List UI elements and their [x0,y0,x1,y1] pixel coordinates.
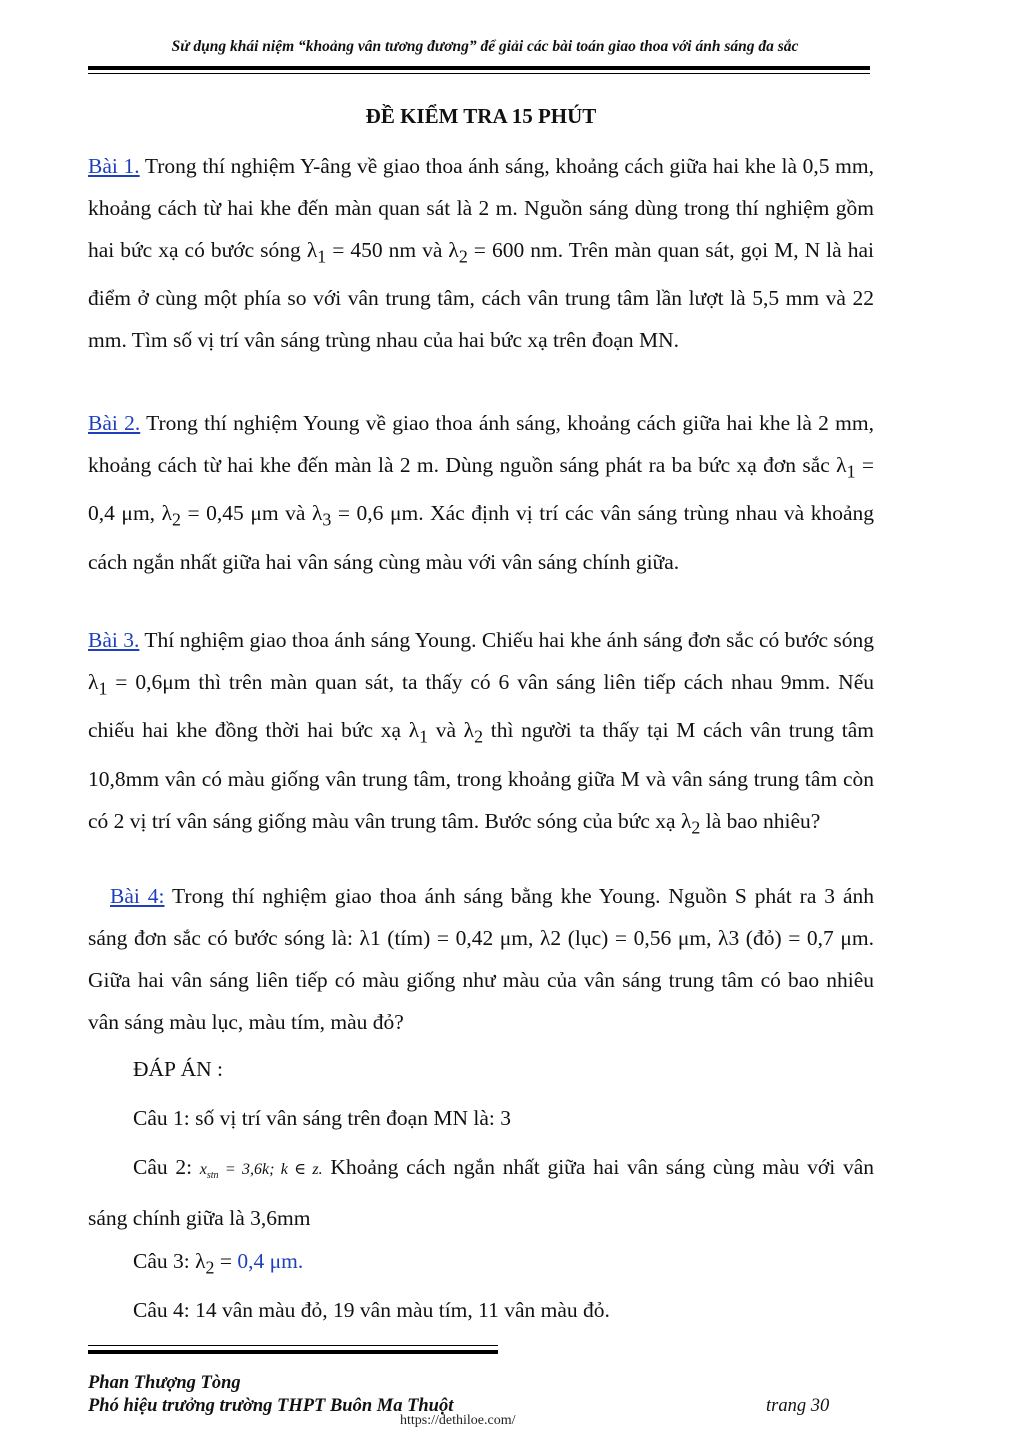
answers-heading: ĐÁP ÁN : [133,1057,223,1081]
page-number: trang 30 [766,1396,830,1416]
answer-3-value: 0,4 μm. [237,1249,304,1273]
header-rule-thin [88,73,870,74]
footer-url-link[interactable]: https://dethiloe.com/ [400,1413,516,1428]
problem-2-label-link[interactable]: Bài 2. [88,411,141,435]
problem-1: Bài 1. Trong thí nghiệm Y-âng về giao thoa ánh sáng, khoảng cách giữa hai khe là 0,5 mm, khoảng cách từ hai khe đến màn quan sát là 2 m. Nguồn sáng dùng trong thí nghiệm gồm hai bức xạ có bước sóng $\lambda_1 = 450$ nm và $\lambda_2 = 600$ nm. Trên màn quan sát, gọi M, N là hai điểm ở cùng một phía so với vân trung tâm, cách vân trung tâm lần lượt là 5,5 mm và 22 mm. Tìm số vị trí vân sáng trùng nhau của hai bức xạ trên đoạn MN. [88,154,875,353]
footer-author: Phan Thượng Tòng [88,1373,241,1393]
problem-1-label-link[interactable]: Bài 1. [88,154,140,178]
problem-4: Bài 4: Trong thí nghiệm giao thoa ánh sáng bằng khe Young. Nguồn S phát ra 3 ánh sáng đơn sắc có bước sóng là: λ1 (tím) = 0,42 μm, λ2 (lục) = 0,56 μm, λ3 (đỏ) = 0,7 μm. Giữa hai vân sáng liên tiếp có màu giống như màu của vân sáng trung tâm có bao nhiêu vân sáng màu lục, màu tím, màu đỏ? [88,884,874,1034]
footer-rule [88,1350,498,1354]
answer-1: Câu 1: số vị trí vân sáng trên đoạn MN là: 3 [133,1106,511,1130]
document-title: ĐỀ KIỂM TRA 15 PHÚT [365,104,597,128]
answer-2: Câu 2: $x_{stn} = 3,6k$; k ∈ z. Khoảng cách ngắn nhất giữa hai vân sáng cùng màu với vân sáng chính giữa là 3,6mm [88,1155,874,1231]
running-header-title: Sử dụng khái niệm “khoảng vân tương đương” để giải các bài toán giao thoa với ánh sáng đa sắc [171,38,799,55]
answer-3: Câu 3: $\lambda_2 = 0,4$ μm. [133,1249,304,1278]
problem-3: Bài 3. Thí nghiệm giao thoa ánh sáng Young. Chiếu hai khe ánh sáng đơn sắc có bước sóng $\lambda_1 = 0,6\mu m$ thì trên màn quan sát, ta thấy có 6 vân sáng liên tiếp cách nhau 9mm. Nếu chiếu hai khe đồng thời hai bức xạ $\lambda_1$ và $\lambda_2$ thì người ta thấy tại M cách vân trung tâm 10,8mm vân có màu giống vân trung tâm, trong khoảng giữa M và vân sáng trung tâm còn có 2 vị trí vân sáng giống màu vân trung tâm. Bước sóng của bức xạ $\lambda_2$ là bao nhiêu? [88,628,874,837]
problem-4-label-link[interactable]: Bài 4: [110,884,165,908]
footer-role: Phó hiệu trưởng trường THPT Buôn Ma Thuột [88,1396,454,1416]
answer-4: Câu 4: 14 vân màu đỏ, 19 vân màu tím, 11 vân màu đỏ. [133,1298,610,1322]
problem-3-label-link[interactable]: Bài 3. [88,628,140,652]
problem-2: Bài 2. Trong thí nghiệm Young về giao thoa ánh sáng, khoảng cách giữa hai khe là 2 mm, khoảng cách từ hai khe đến màn là 2 m. Dùng nguồn sáng phát ra ba bức xạ đơn sắc $\lambda_1 = 0,4$ μm, $\lambda_2 = 0,45$ μm và $\lambda_3 = 0,6$ μm. Xác định vị trí các vân sáng trùng nhau và khoảng cách ngắn nhất giữa hai vân sáng cùng màu với vân sáng chính giữa. [88,411,875,574]
answer-2-formula: $x_{stn} = 3,6k$; k ∈ z. [199,1161,323,1182]
footer-rule-thin [88,1345,498,1346]
header-rule [88,66,870,70]
